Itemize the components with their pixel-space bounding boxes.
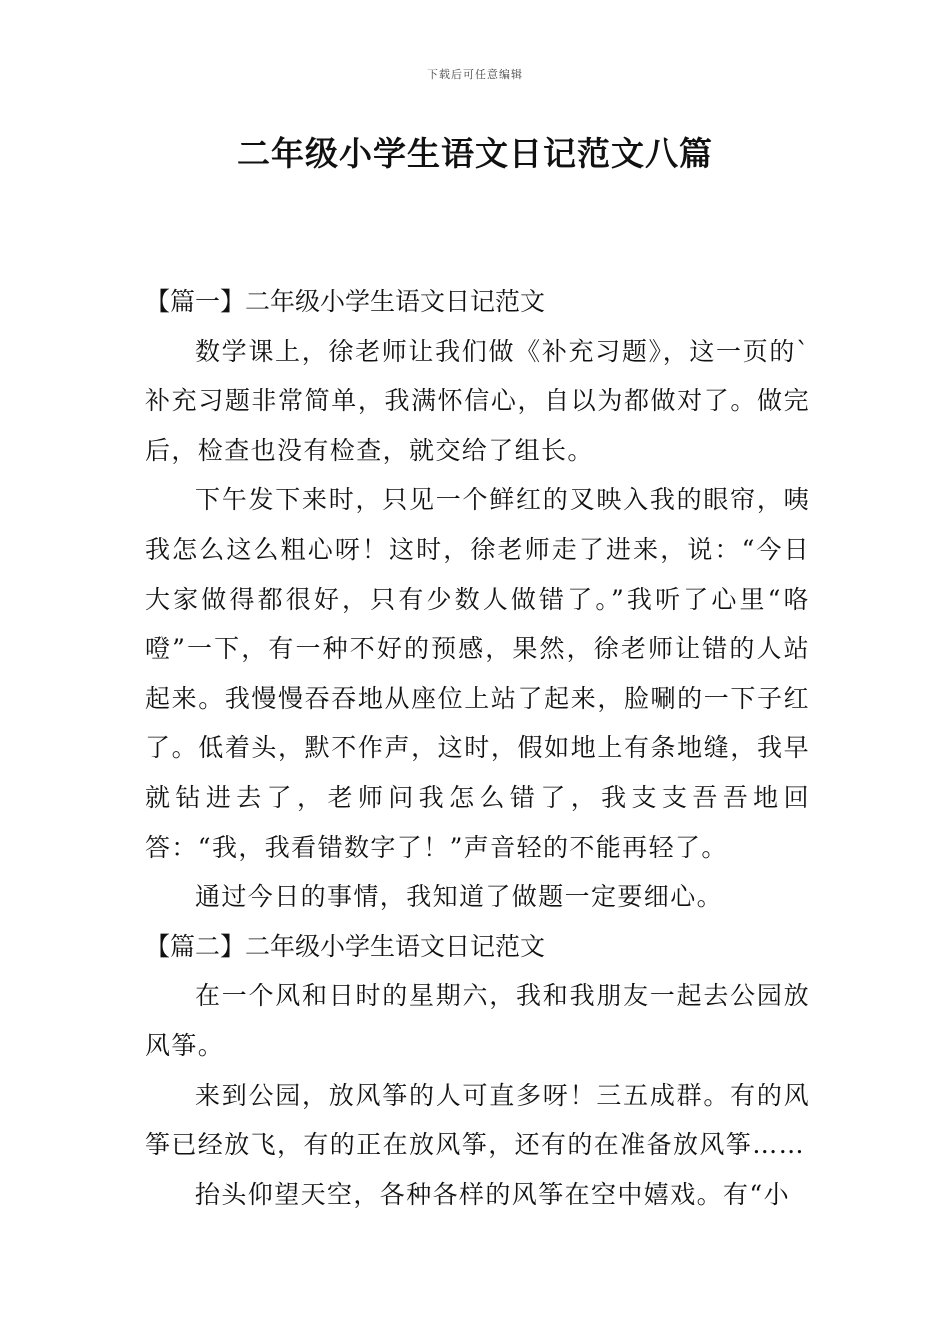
section-2 bbox=[145, 922, 810, 1220]
page-title: 二年级小学生语文日记范文八篇 bbox=[237, 134, 713, 173]
header-note: 下载后可任意编辑 bbox=[427, 68, 523, 81]
paragraph: 数学课上，徐老师让我们做《补充习题》，这一页的`补充习题非常简单，我满怀信心，自以为都做对了。做完后，检查也没有检查，就交给了组长。 bbox=[145, 336, 810, 465]
paragraph: 通过今日的事情，我知道了做题一定要细心。 bbox=[195, 882, 724, 912]
paragraph: 抬头仰望天空，各种各样的风筝在空中嬉戏。有“小 bbox=[195, 1179, 790, 1209]
section-heading: 【篇一】二年级小学生语文日记范文 bbox=[145, 287, 546, 316]
paragraph: 下午发下来时，只见一个鲜红的叉映入我的眼帘，咦我怎么这么粗心呀！这时，徐老师走了进来，说：“今日大家做得都很好，只有少数人做错了。”我听了心里“咯噔”一下，有一种不好的预感，果然，徐老师让错的人站起来。我慢慢吞吞地从座位上站了起来，脸唰的一下子红了。低着头，默不作声，这时，假如地上有条地缝，我早就钻进去了，老师问我怎么错了，我支支吾吾地回答：“我，我看错数字了！”声音轻的不能再轻了。 bbox=[145, 485, 810, 862]
paragraph: 在一个风和日时的星期六，我和我朋友一起去公园放风筝。 bbox=[145, 981, 810, 1060]
paragraph: 来到公园，放风筝的人可直多呀！三五成群。有的风筝已经放飞，有的正在放风筝，还有的在准备放风筝…… bbox=[145, 1080, 810, 1160]
section-heading: 【篇二】二年级小学生语文日记范文 bbox=[145, 931, 546, 961]
section-1 bbox=[145, 277, 810, 922]
document-body bbox=[145, 277, 810, 1219]
